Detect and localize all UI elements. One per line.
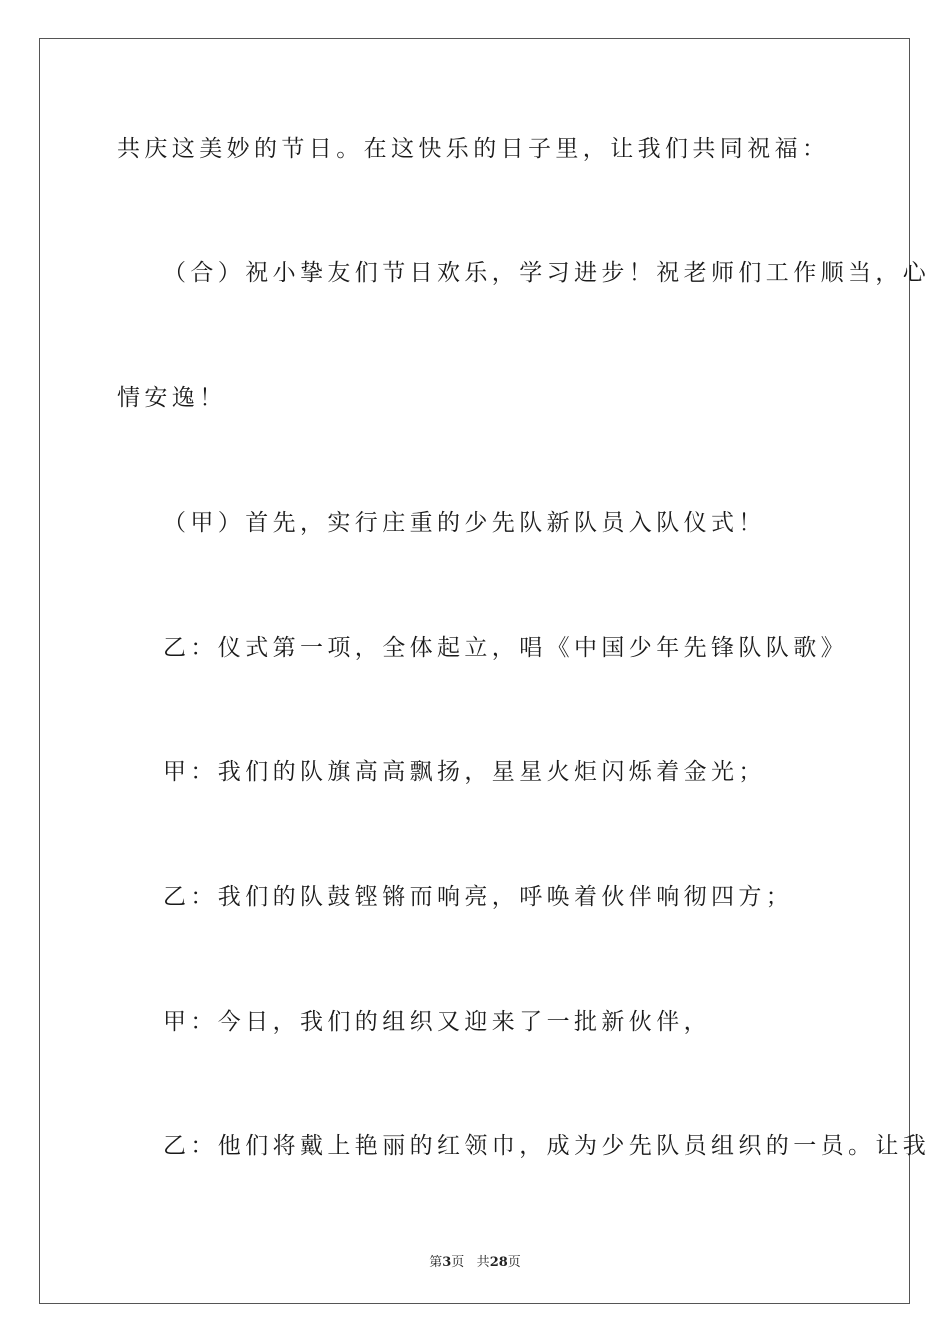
text-line-7: 乙：我们的队鼓铿锵而响亮，呼唤着伙伴响彻四方； [163,884,794,910]
text-line-4: （甲）首先，实行庄重的少先队新队员入队仪式！ [163,510,766,536]
text-line-9: 乙：他们将戴上艳丽的红领巾，成为少先队员组织的一员。让我 [163,1133,931,1159]
text-line-1: 共庆这美妙的节日。在这快乐的日子里，让我们共同祝福： [117,136,830,162]
text-line-2: （合）祝小挚友们节日欢乐，学习进步！祝老师们工作顺当，心 [163,260,931,286]
text-line-6: 甲：我们的队旗高高飘扬，星星火炬闪烁着金光； [163,759,766,785]
page-border [39,38,910,1304]
total-pages: 28 [489,1255,508,1270]
total-suffix: 页 [507,1255,521,1270]
text-line-5: 乙：仪式第一项，全体起立，唱《中国少年先锋队队歌》 [163,635,848,661]
page-suffix: 页 [451,1255,465,1270]
total-prefix: 共 [476,1255,490,1270]
page-footer [0,1251,950,1270]
text-line-8: 甲：今日，我们的组织又迎来了一批新伙伴， [163,1009,711,1035]
page-prefix: 第 [429,1255,443,1270]
text-line-3: 情安逸！ [117,385,227,411]
page-number: 3 [442,1255,452,1270]
